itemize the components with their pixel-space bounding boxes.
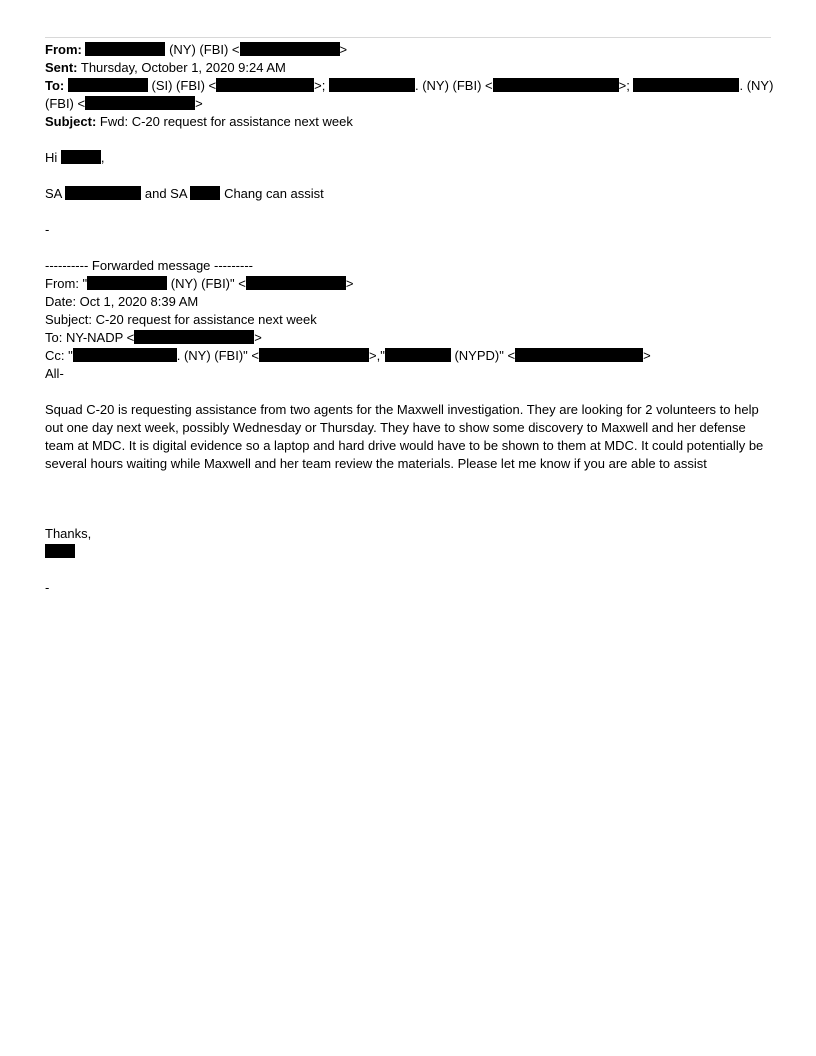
redaction [68,78,148,92]
greeting-line [45,149,105,167]
header-to-line-2 [45,95,203,113]
to-text: >; [618,78,630,93]
fwd-from-text: From: " [45,276,88,291]
from-text: (NY) (FBI) < [169,42,240,57]
redaction [385,348,451,362]
assist-line [45,185,324,203]
forwarded-date-line: Date: Oct 1, 2020 8:39 AM [45,294,199,309]
subject-label: Subject: [45,114,97,129]
sent-label: Sent: [45,60,78,75]
redaction [329,78,415,92]
fwd-to-text: > [254,330,262,345]
redaction [259,348,369,362]
assist-text: Chang can assist [224,186,324,201]
to-text: (FBI) < [45,96,86,111]
header-sent-line [45,59,286,77]
to-text: >; [314,78,326,93]
greeting-text: Hi [45,150,58,165]
redaction [61,150,101,164]
signature-line [45,543,75,561]
assist-text: and SA [144,186,187,201]
redaction [240,42,340,56]
redaction [216,78,314,92]
signature-dash: - [45,222,50,237]
to-label: To: [45,78,65,93]
fwd-from-text: (NY) (FBI)" < [170,276,246,291]
to-text: . (NY) [739,78,774,93]
from-text-end: > [339,42,348,57]
fwd-cc-text: Cc: " [45,348,73,363]
forwarded-subject-line: Subject: C-20 request for assistance next week [45,312,317,327]
sent-value: Thursday, October 1, 2020 9:24 AM [80,60,286,75]
redaction [134,330,254,344]
forwarded-separator: ---------- Forwarded message --------- [45,258,253,273]
redaction [246,276,346,290]
forwarded-cc-line [45,347,651,365]
redaction [190,186,220,200]
header-subject-line [45,113,353,131]
redaction [85,96,195,110]
forwarded-to-line [45,329,262,347]
forwarded-body-paragraph: Squad C-20 is requesting assistance from two agents for the Maxwell investigation. They are looking for 2 volunteers to help out one day next week, possibly Wednesday or Thursday. They have to show some discovery to Maxwell and her defense team at MDC. It is digital evidence so a laptop and hard drive would have to be shown to them at MDC. It could potentially be several hours waiting while Maxwell and her team review the materials. Please let me know if you are able to assist [45,402,764,471]
fwd-cc-text: >," [369,348,385,363]
forwarded-dash: - [45,580,50,595]
header-from-line [45,41,347,59]
fwd-cc-text: (NYPD)" < [454,348,516,363]
to-text: (SI) (FBI) < [151,78,217,93]
top-divider [45,37,771,38]
assist-text: SA [45,186,62,201]
redaction [45,544,75,558]
redaction [65,186,141,200]
from-label: From: [45,42,82,57]
redaction [515,348,643,362]
subject-value: Fwd: C-20 request for assistance next week [99,114,353,129]
forwarded-all-line: All- [45,366,64,381]
to-text: . (NY) (FBI) < [414,78,493,93]
fwd-cc-text: > [643,348,651,363]
fwd-from-text: > [345,276,354,291]
forwarded-from-line [45,275,353,293]
fwd-to-text: To: NY-NADP < [45,330,135,345]
fwd-cc-text: . (NY) (FBI)" < [176,348,259,363]
thanks-line: Thanks, [45,526,92,541]
redaction [87,276,167,290]
greeting-comma: , [100,150,105,165]
redaction [73,348,177,362]
redaction [493,78,619,92]
to-text: > [195,96,203,111]
header-to-line [45,77,773,95]
redaction [85,42,165,56]
redaction [633,78,739,92]
